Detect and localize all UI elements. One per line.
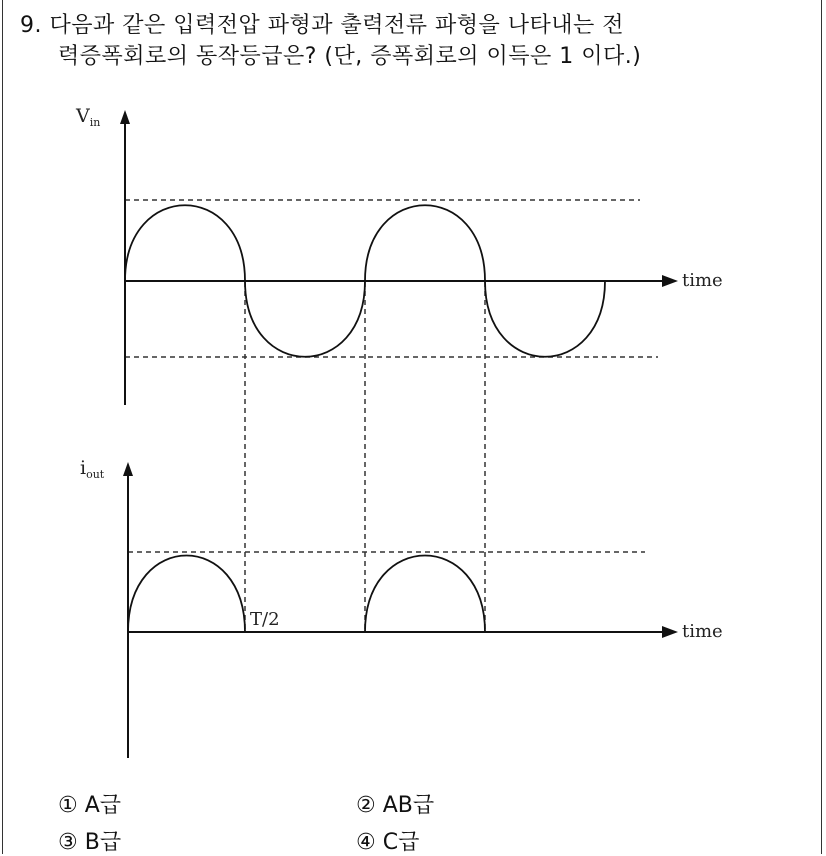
choice-1-marker: ① [58,793,78,818]
choice-3-marker: ③ [58,830,78,855]
iout-axes [128,470,665,758]
choice-3-text: B급 [84,830,122,855]
iout-y-axis-arrow-icon [123,462,133,476]
iout-label: $i_{out}$ [80,457,105,481]
vin-label: $V_{in}$ [76,105,101,129]
vin-y-axis-arrow-icon [120,110,130,124]
vin-time-label: time [682,270,723,291]
iout-time-label: time [682,621,723,642]
choice-4-marker: ④ [356,830,376,855]
half-period-label: T/2 [250,609,280,630]
question-line-2: 력증폭회로의 동작등급은? (단, 증폭회로의 이득은 1 이다.) [58,44,642,69]
choice-1-text: A급 [84,793,122,818]
vin-time-arrow-icon [662,275,678,287]
choice-1[interactable] [58,788,121,819]
question-line-1-text: 다음과 같은 입력전압 파형과 출력전류 파형을 나타내는 전 [49,13,625,38]
choice-4-text: C급 [382,830,420,855]
iout-pulse-2 [365,556,485,633]
choice-2-text: AB급 [382,793,435,818]
choice-2-marker: ② [356,793,376,818]
choice-3[interactable] [58,825,121,856]
choice-2[interactable] [356,788,434,819]
question-number: 9. [20,13,42,38]
iout-pulse-1 [128,556,245,633]
vin-axes [125,118,665,405]
choice-4[interactable] [356,825,419,856]
iout-time-arrow-icon [662,626,678,638]
